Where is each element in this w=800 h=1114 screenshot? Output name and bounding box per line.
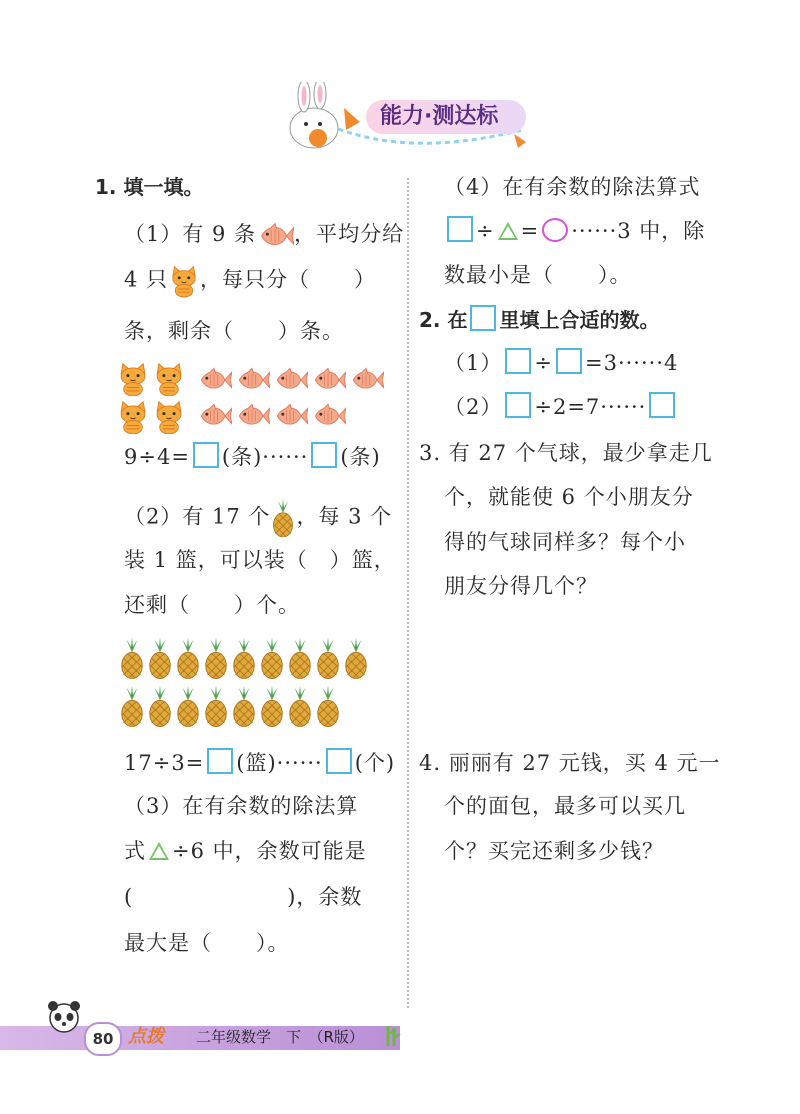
answer-box[interactable]	[649, 392, 675, 418]
header-banner	[282, 82, 532, 152]
q3-line1: 3. 有 27 个气球，最少拿走几	[419, 441, 713, 465]
answer-box[interactable]	[505, 392, 531, 418]
q1-p4-line2: ÷ = ······3 中，除	[444, 216, 705, 246]
dividend-box[interactable]	[447, 216, 473, 242]
page-number-badge	[84, 1022, 122, 1056]
q3-line2: 个，就能使 6 个小朋友分	[444, 485, 694, 509]
q1-p4-line3: 数最小是（ ）。	[444, 263, 632, 287]
book-info: 二年级数学 下 （R版）	[196, 1028, 364, 1046]
answer-box[interactable]	[311, 442, 337, 468]
triangle-icon	[498, 222, 518, 240]
fish-icon	[256, 221, 294, 251]
q1-p1-line2: 4 只 ，每只分（ ）	[124, 264, 376, 298]
q3-line4: 朋友分得几个？	[444, 574, 598, 598]
circle-icon	[542, 218, 568, 242]
q1-p3-line1: （3）在有余数的除法算	[124, 794, 359, 818]
q1-p1-line3: 条，剩余（ ）条。	[124, 319, 344, 343]
q4-line3: 个？买完还剩多少钱？	[444, 839, 664, 863]
q1-p2-line1: （2）有 17 个 ，每 3 个	[124, 499, 392, 537]
cats-group-icon	[112, 362, 392, 438]
pineapple-icon	[270, 499, 296, 537]
q1-title: 1. 填一填。	[95, 175, 204, 199]
q2-p1: （1） ÷ =3······4	[444, 348, 678, 378]
triangle-icon	[149, 842, 169, 860]
answer-box[interactable]	[326, 748, 352, 774]
pineapple-group-icon	[116, 636, 376, 732]
bamboo-icon	[382, 1024, 402, 1048]
q4-line1: 4. 丽丽有 27 元钱，买 4 元一	[419, 751, 721, 775]
q1-p1-equation: 9÷4= (条)······ (条)	[124, 442, 381, 472]
q4-line2: 个的面包，最多可以买几	[444, 794, 686, 818]
q1-p3-line4: 最大是（ ）。	[124, 931, 290, 955]
q1-p2-equation: 17÷3= (篮)······ (个)	[124, 748, 395, 778]
q1-p2-line3: 还剩（ ）个。	[124, 593, 300, 617]
answer-box[interactable]	[207, 748, 233, 774]
cats-fish-illustration	[112, 362, 392, 438]
banner-title: 能力·测达标	[380, 104, 499, 129]
example-box	[470, 305, 496, 331]
answer-box[interactable]	[556, 348, 582, 374]
q1-p2-line2: 装 1 篮，可以装（ ）篮，	[124, 548, 396, 572]
panda-mascot-icon	[44, 996, 84, 1036]
pineapples-illustration	[116, 636, 376, 732]
q3-line3: 得的气球同样多？每个小	[444, 530, 686, 554]
q2-p2: （2） ÷2=7······	[444, 392, 678, 422]
q1-p3-line2: 式 ÷6 中，余数可能是	[124, 839, 367, 863]
column-divider	[407, 178, 409, 1008]
cat-icon	[168, 264, 200, 298]
q1-p3-line3: ( )，余数	[124, 885, 363, 909]
q1-p4-line1: （4）在有余数的除法算式	[444, 175, 701, 199]
q2-title: 2. 在 里填上合适的数。	[419, 305, 659, 335]
answer-box[interactable]	[193, 442, 219, 468]
q1-p1-line1: （1）有 9 条 ，平均分给	[124, 219, 404, 251]
page-number: 80	[92, 1030, 114, 1048]
answer-box[interactable]	[505, 348, 531, 374]
brand-logo: 点拨	[128, 1026, 164, 1047]
